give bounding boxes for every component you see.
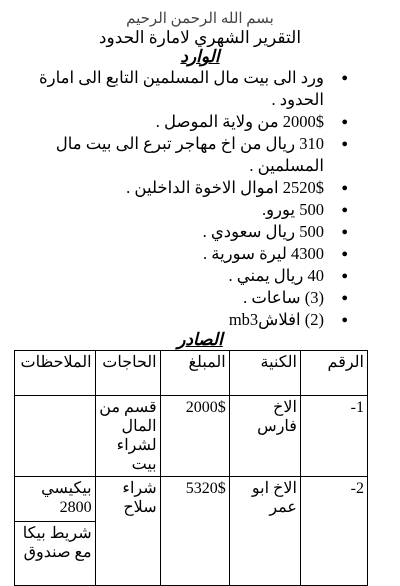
row-number: 2-: [300, 477, 367, 586]
row-amount: 2000$: [160, 396, 229, 477]
note-line: بيكيسي 2800: [41, 480, 92, 516]
table-row: [15, 396, 368, 477]
column-header-notes: الملاحظات: [15, 351, 96, 396]
table-header-row: [15, 351, 368, 396]
row-notes: [15, 477, 96, 586]
incoming-item: ● (2) افلاشmb3: [12, 309, 342, 331]
incoming-item: ● 4300 ليرة سورية .: [12, 243, 342, 265]
row-needs: قسم من المال لشراء بيت: [95, 396, 160, 477]
incoming-item: ● 310 ريال من اخ مهاجر تبرع الى بيت مال المسلمين .: [12, 133, 342, 177]
row-notes: [15, 396, 96, 477]
table-row: [15, 477, 368, 586]
incoming-item: ● 40 ريال يمني .: [12, 265, 342, 287]
incoming-item: ● (3) ساعات .: [12, 287, 342, 309]
incoming-heading: الوارد: [180, 47, 220, 66]
incoming-item: ● 500 يورو.: [12, 199, 342, 221]
incoming-list: [12, 67, 342, 331]
row-amount: 5320$: [160, 477, 229, 586]
column-header-needs: الحاجات: [95, 351, 160, 396]
incoming-item: ● 2000$ من ولاية الموصل .: [12, 111, 342, 133]
column-header-name: الكنية: [229, 351, 300, 396]
incoming-item: ● ورد الى بيت مال المسلمين التابع الى امارة الحدود .: [12, 67, 342, 111]
row-name: الاخ ابو عمر: [229, 477, 300, 586]
incoming-item: ● 2520$ اموال الاخوة الداخلين .: [12, 177, 342, 199]
row-number: 1-: [300, 396, 367, 477]
outgoing-table: [14, 350, 368, 586]
report-title: التقرير الشهري لامارة الحدود: [98, 28, 302, 47]
basmala: بسم الله الرحمن الرحيم: [126, 11, 274, 27]
column-header-number: الرقم: [300, 351, 367, 396]
row-needs: شراء سلاح: [95, 477, 160, 586]
row-name: الاخ فارس: [229, 396, 300, 477]
column-header-amount: المبلغ: [160, 351, 229, 396]
incoming-item: ● 500 ريال سعودي .: [12, 221, 342, 243]
note-line: شريط بيكا مع صندوق: [15, 521, 95, 562]
outgoing-heading: الصادر: [177, 330, 223, 349]
